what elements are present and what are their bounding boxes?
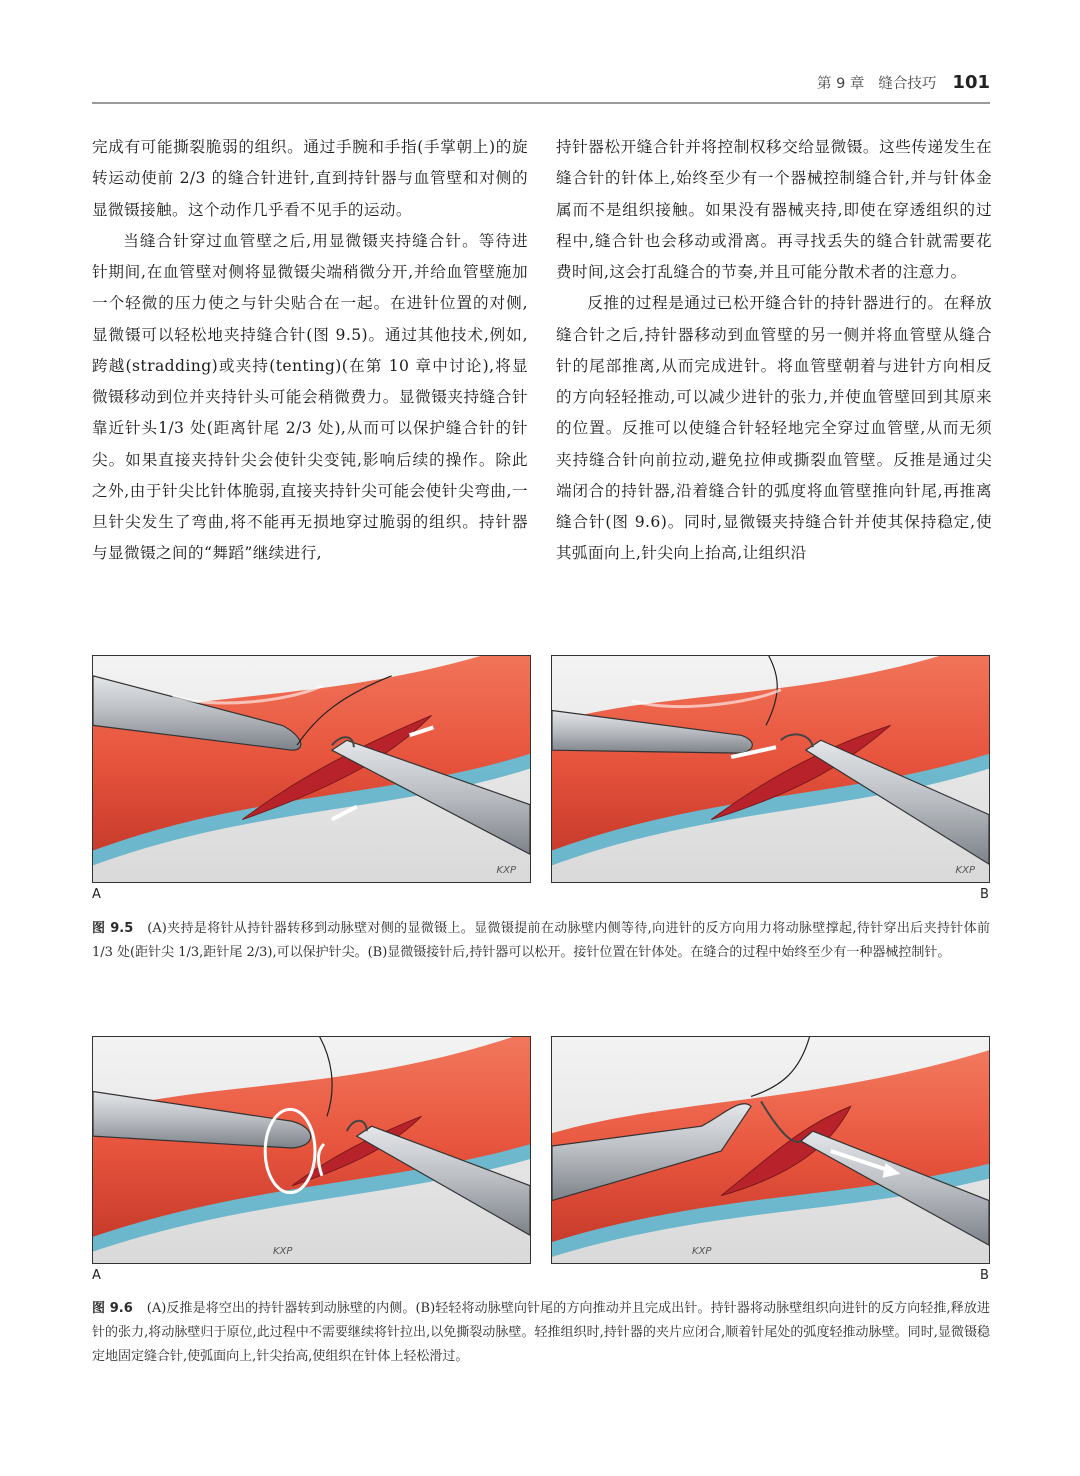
paragraph: 反推的过程是通过已松开缝合针的持针器进行的。在释放缝合针之后,持针器移动到血管壁的另一侧并将血管壁从缝合针的尾部推离,从而完成进针。将血管壁朝着与进针方向相反的方向轻轻推动,可以减少进针的张力,并使血管壁回到其原来的位置。反推可以使缝合针轻轻地完全穿过血管壁,从而无须夹持缝合针向前拉动,避免拉伸或撕裂血管壁。反推是通过尖端闭合的持针器,沿着缝合针的弧度将血管壁推向针尾,再推离缝合针(图 9.6)。同时,显微镊夹持缝合针并使其保持稳定,使其弧面向上,针尖向上抬高,让组织沿 bbox=[556, 294, 992, 563]
figure-caption bbox=[92, 917, 990, 965]
paragraph: 持针器松开缝合针并将控制权移交给显微镊。这些传递发生在缝合针的针体上,始终至少有一个器械控制缝合针,并与针体金属而不是组织接触。如果没有器械夹持,即使在穿透组织的过程中,缝合针也会移动或滑离。再寻找丢失的缝合针就需要花费时间,这会打乱缝合的节奏,并且可能分散术者的注意力。 bbox=[556, 138, 992, 281]
artery-illustration bbox=[93, 656, 530, 882]
left-column bbox=[92, 132, 528, 570]
figure-number: 图 9.5 bbox=[92, 921, 134, 936]
illustrator-signature: KXP bbox=[273, 1246, 293, 1257]
panel-label-b: B bbox=[980, 887, 989, 902]
header-text bbox=[817, 72, 990, 93]
panel-label-a: A bbox=[92, 1268, 101, 1283]
figure-9-5-panel-b bbox=[551, 655, 990, 883]
running-header bbox=[92, 72, 990, 100]
illustrator-signature: KXP bbox=[955, 865, 975, 876]
figure-9-6-panel-a bbox=[92, 1036, 531, 1264]
figure-caption bbox=[92, 1297, 990, 1369]
chapter-label: 第 9 章 bbox=[816, 76, 865, 92]
figure-9-5-panel-a bbox=[92, 655, 531, 883]
right-column bbox=[556, 132, 992, 570]
figure-number: 图 9.6 bbox=[92, 1301, 133, 1316]
section-title: 缝合技巧 bbox=[878, 76, 937, 92]
artery-illustration bbox=[552, 1037, 989, 1263]
header-rule bbox=[92, 102, 990, 104]
panel-label-b: B bbox=[980, 1268, 989, 1283]
paragraph: 完成有可能撕裂脆弱的组织。通过手腕和手指(手掌朝上)的旋转运动使前 2/3 的缝合针进针,直到持针器与血管壁和对侧的显微镊接触。这个动作几乎看不见手的运动。 bbox=[92, 138, 528, 219]
caption-text: (A)反推是将空出的持针器转到动脉壁的内侧。(B)轻轻将动脉壁向针尾的方向推动并且完成出针。持针器将动脉壁组织向进针的反方向轻推,释放进针的张力,将动脉壁归于原位,此过程中不需要继续将针拉出,以免撕裂动脉壁。轻推组织时,持针器的夹片应闭合,顺着针尾处的弧度轻推动脉壁。同时,显微镊稳定地固定缝合针,使弧面向上,针尖抬高,使组织在针体上轻松滑过。 bbox=[92, 1301, 990, 1364]
artery-illustration bbox=[552, 656, 989, 882]
panel-label-a: A bbox=[92, 887, 101, 902]
page-number: 101 bbox=[952, 72, 990, 93]
figure-9-6-panel-b bbox=[551, 1036, 990, 1264]
caption-text: (A)夹持是将针从持针器转移到动脉壁对侧的显微镊上。显微镊提前在动脉壁内侧等待,向进针的反方向用力将动脉壁撑起,待针穿出后夹持针体前 1/3 处(距针尖 1/3,距针尾 2/3),可以保护针尖。(B)显微镊接针后,持针器可以松开。接针位置在针体处。在缝合的过程中始终至少有一种器械控制针。 bbox=[92, 921, 990, 960]
artery-illustration bbox=[93, 1037, 530, 1263]
paragraph: 当缝合针穿过血管壁之后,用显微镊夹持缝合针。等待进针期间,在血管壁对侧将显微镊尖端稍微分开,并给血管壁施加一个轻微的压力使之与针尖贴合在一起。在进针位置的对侧,显微镊可以轻松地夹持缝合针(图 9.5)。通过其他技术,例如,跨越(stradding)或夹持(tenting)(在第 10 章中讨论),将显微镊移动到位并夹持针头可能会稍微费力。显微镊夹持缝合针靠近针头1/3 处(距离针尾 2/3 处),从而可以保护缝合针的针尖。如果直接夹持针尖会使针尖变钝,影响后续的操作。除此之外,由于针尖比针体脆弱,直接夹持针尖可能会使针尖弯曲,一旦针尖发生了弯曲,将不能再无损地穿过脆弱的组织。持针器与显微镊之间的“舞蹈”继续进行, bbox=[92, 231, 528, 563]
illustrator-signature: KXP bbox=[692, 1246, 712, 1257]
illustrator-signature: KXP bbox=[496, 865, 516, 876]
